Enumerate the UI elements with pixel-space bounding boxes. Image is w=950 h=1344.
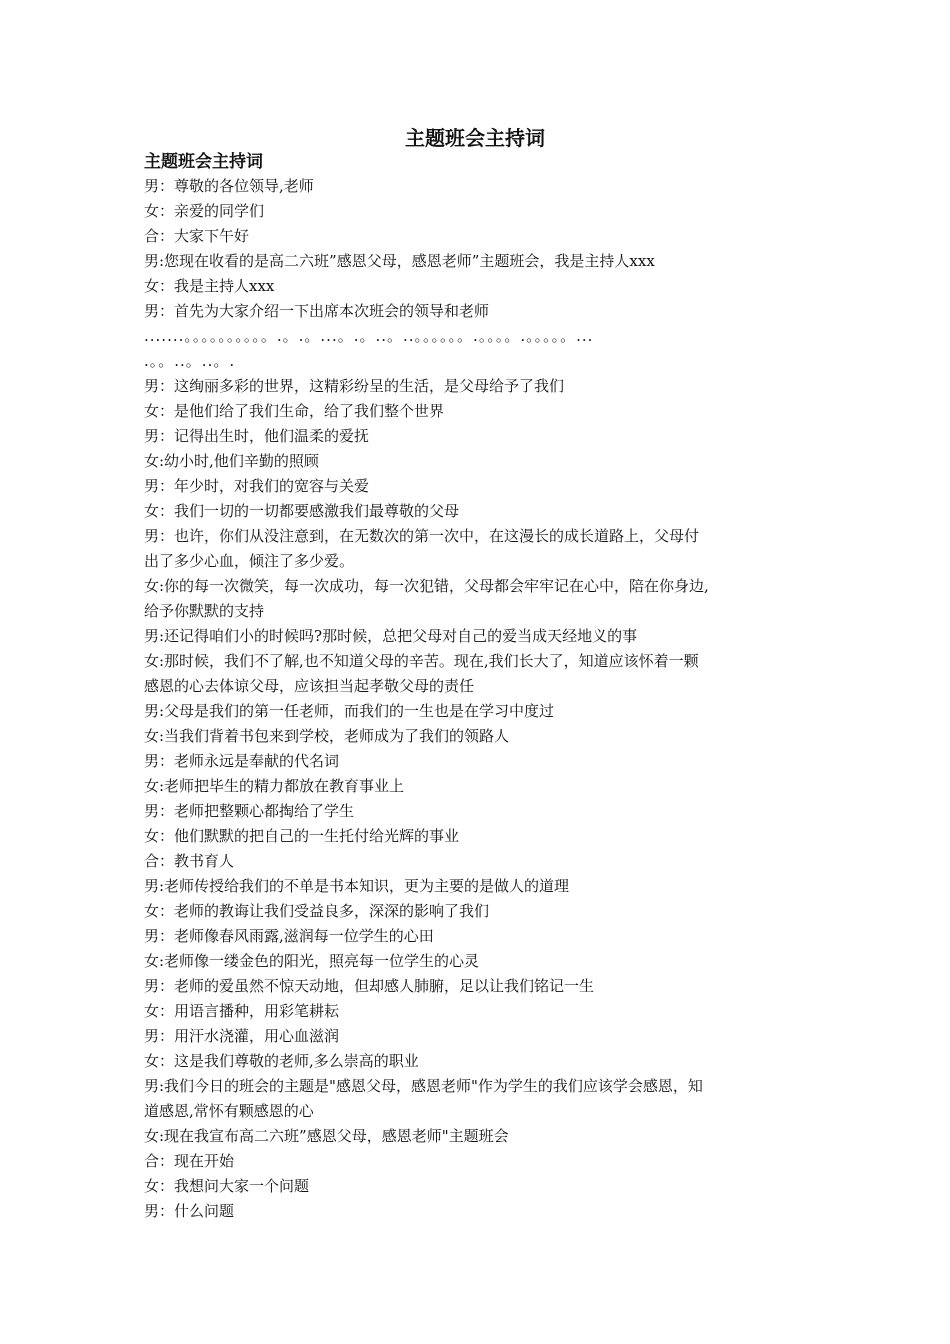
script-line: 女：他们默默的把自己的一生托付给光辉的事业 <box>144 827 460 845</box>
script-line: 合：现在开始 <box>144 1152 235 1170</box>
script-line: 男：什么问题 <box>144 1202 235 1220</box>
script-line: 女:老师把毕生的精力都放在教育事业上 <box>144 777 405 795</box>
script-line: 男：老师像春风雨露,滋润每一位学生的心田 <box>144 927 434 945</box>
script-line: 男:还记得咱们小的时候吗?那时候，总把父母对自己的爱当成天经地义的事 <box>144 627 638 645</box>
script-line: 女：老师的教诲让我们受益良多，深深的影响了我们 <box>144 902 490 920</box>
script-line: 女:现在我宣布高二六班”感恩父母，感恩老师"主题班会 <box>144 1127 509 1145</box>
script-line: 男：这绚丽多彩的世界，这精彩纷呈的生活，是父母给予了我们 <box>144 377 565 395</box>
script-line: 男：记得出生时，他们温柔的爱抚 <box>144 427 370 445</box>
script-line: 男:我们今日的班会的主题是"感恩父母，感恩老师"作为学生的我们应该学会感恩，知 <box>144 1077 703 1095</box>
script-line: 男：老师的爱虽然不惊天动地，但却感人肺腑，足以让我们铭记一生 <box>144 977 595 995</box>
script-line: 合：大家下午好 <box>144 227 250 245</box>
script-line: 女：亲爱的同学们 <box>144 202 265 220</box>
script-line: 女:老师像一缕金色的阳光，照亮每一位学生的心灵 <box>144 952 480 970</box>
document-title: 主题班会主持词 <box>405 126 545 150</box>
script-line: 男：也许，你们从没注意到，在无数次的第一次中，在这漫长的成长道路上，父母付 <box>144 527 700 545</box>
script-line: 男:父母是我们的第一任老师，而我们的一生也是在学习中度过 <box>144 702 555 720</box>
script-line: 女：用语言播种，用彩笔耕耘 <box>144 1002 340 1020</box>
script-line: 给予你默默的支持 <box>144 602 265 620</box>
dotted-separator-line: .。。..。..。. <box>144 352 236 370</box>
script-line: 道感恩,常怀有颗感恩的心 <box>144 1102 314 1120</box>
script-line: 女：我们一切的一切都要感激我们最尊敬的父母 <box>144 502 460 520</box>
script-line: 男：老师永远是奉献的代名词 <box>144 752 340 770</box>
script-line: 男：尊敬的各位领导,老师 <box>144 177 314 195</box>
script-line: 女:你的每一次微笑，每一次成功，每一次犯错，父母都会牢牢记在心中，陪在你身边, <box>144 577 709 595</box>
section-heading: 主题班会主持词 <box>144 152 263 172</box>
script-line: 女:当我们背着书包来到学校，老师成为了我们的领路人 <box>144 727 510 745</box>
script-line: 女:那时候，我们不了解,也不知道父母的辛苦。现在,我们长大了，知道应该怀着一颗 <box>144 652 699 670</box>
script-line: 女：我想问大家一个问题 <box>144 1177 310 1195</box>
dotted-separator-line: .......。。。。。。。。。。.。.。...。.。..。..。。。。。。.。。。。.。。。。。... <box>144 327 594 345</box>
script-line: 男：用汗水浇灌，用心血滋润 <box>144 1027 340 1045</box>
script-line: 女：这是我们尊敬的老师,多么崇高的职业 <box>144 1052 419 1070</box>
script-line: 男:您现在收看的是高二六班”感恩父母，感恩老师”主题班会，我是主持人xxx <box>144 252 655 270</box>
script-line: 男：年少时，对我们的宽容与关爱 <box>144 477 370 495</box>
script-line: 女：是他们给了我们生命，给了我们整个世界 <box>144 402 445 420</box>
script-line: 感恩的心去体谅父母，应该担当起孝敬父母的责任 <box>144 677 475 695</box>
script-line: 女：我是主持人xxx <box>144 277 275 295</box>
script-line: 合：教书育人 <box>144 852 235 870</box>
script-line: 男：老师把整颗心都掏给了学生 <box>144 802 355 820</box>
script-line: 男：首先为大家介绍一下出席本次班会的领导和老师 <box>144 302 490 320</box>
document-body <box>144 150 808 1224</box>
script-line: 女:幼小时,他们辛勤的照顾 <box>144 452 319 470</box>
script-line: 男:老师传授给我们的不单是书本知识，更为主要的是做人的道理 <box>144 877 570 895</box>
script-line: 出了多少心血，倾注了多少爱。 <box>144 552 355 570</box>
